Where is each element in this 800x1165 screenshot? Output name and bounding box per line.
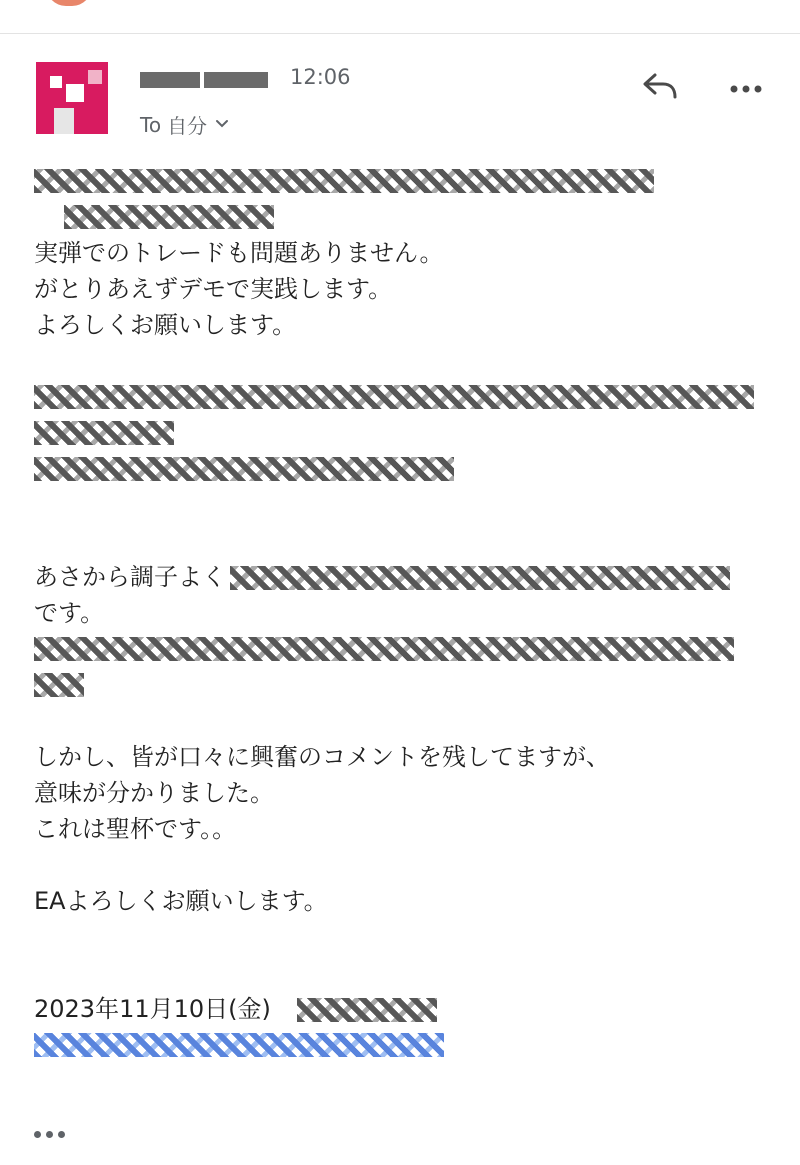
- redacted-line: [34, 451, 774, 487]
- quote-date: 2023年11月10日(金): [34, 995, 271, 1023]
- message-line: EAよろしくお願いします。: [34, 887, 328, 915]
- redaction-block[interactable]: [34, 1033, 444, 1057]
- blank-line: [34, 703, 774, 739]
- redaction-block: [34, 169, 654, 193]
- avatar-pattern: [50, 76, 62, 88]
- redacted-line: [34, 631, 774, 667]
- show-trimmed-content-button[interactable]: [34, 1124, 70, 1144]
- redaction-block: [204, 72, 268, 88]
- avatar-pattern: [88, 70, 102, 84]
- message-line: 意味が分かりました。: [34, 779, 274, 807]
- blank-line: [34, 343, 774, 379]
- quote-header-line: [34, 991, 774, 1027]
- redaction-block: [297, 998, 437, 1022]
- message-line: よろしくお願いします。: [34, 311, 297, 339]
- more-options-button[interactable]: [726, 68, 766, 108]
- chevron-down-icon: [215, 117, 229, 133]
- message-text: あさから調子よく: [34, 563, 226, 591]
- redaction-block: [34, 637, 734, 661]
- blank-line: [34, 955, 774, 991]
- recipient-toggle[interactable]: [140, 110, 229, 139]
- avatar-pattern: [66, 84, 84, 102]
- previous-message-avatar: [46, 0, 92, 6]
- sender-name-redacted: [140, 72, 280, 88]
- blank-line: [34, 487, 774, 523]
- redacted-line: [34, 199, 774, 235]
- redacted-line: [34, 415, 774, 451]
- redacted-line: [34, 379, 774, 415]
- message-line: しかし、皆が口々に興奮のコメントを残してますが、: [34, 743, 610, 771]
- reply-icon: [641, 71, 679, 105]
- recipient-name: 自分: [167, 114, 208, 138]
- message-line: これは聖杯です。。: [34, 815, 237, 843]
- ellipsis-icon: [58, 1131, 65, 1138]
- blank-line: [34, 847, 774, 883]
- redaction-block: [34, 457, 454, 481]
- message-line: 実弾でのトレードも問題ありません。: [34, 239, 444, 267]
- message-line: です。: [34, 599, 105, 627]
- blank-line: [34, 523, 774, 559]
- message-body: [34, 163, 774, 1063]
- redaction-block: [230, 566, 730, 590]
- ellipsis-icon: [34, 1131, 41, 1138]
- to-label: To: [140, 112, 162, 137]
- avatar-pattern: [54, 108, 74, 134]
- redacted-line: [34, 667, 774, 703]
- more-horizontal-icon: [729, 79, 763, 98]
- redaction-block: [34, 385, 754, 409]
- sender-avatar[interactable]: [36, 62, 108, 134]
- message-header: [0, 34, 800, 154]
- message-time: 12:06: [290, 65, 351, 89]
- redaction-block: [64, 205, 274, 229]
- redacted-line: [34, 1027, 774, 1063]
- redacted-line: [34, 163, 774, 199]
- ellipsis-icon: [46, 1131, 53, 1138]
- reply-button[interactable]: [640, 68, 680, 108]
- message-line: がとりあえずデモで実践します。: [34, 275, 393, 303]
- blank-line: [34, 919, 774, 955]
- message-line: [34, 559, 774, 595]
- redaction-block: [34, 673, 84, 697]
- redaction-block: [140, 72, 200, 88]
- redaction-block: [34, 421, 174, 445]
